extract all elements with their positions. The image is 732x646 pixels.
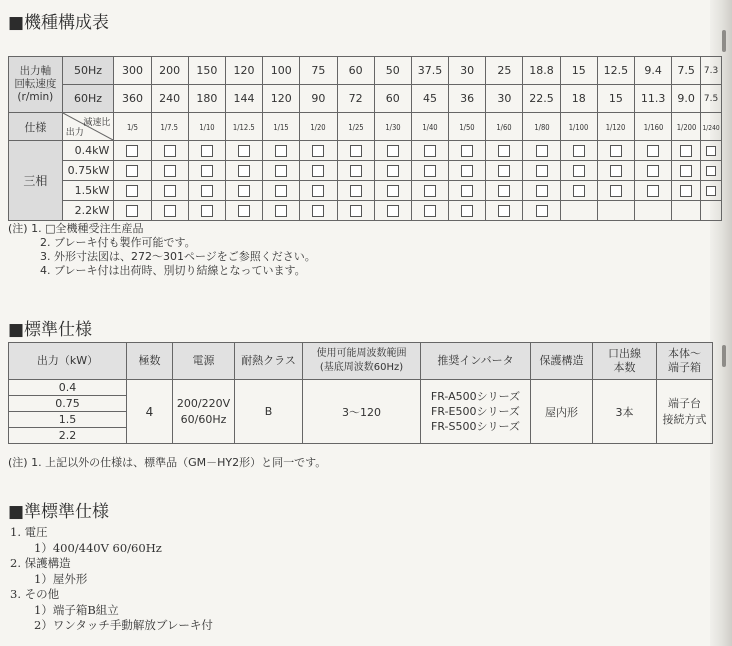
- terminal-cell: 端子台 接続方式: [657, 380, 713, 444]
- semi-standard-list: [8, 525, 213, 634]
- availability-cell: [560, 161, 597, 181]
- checkbox-icon: [164, 145, 176, 157]
- availability-cell: [449, 181, 486, 201]
- speed60-cell: 18: [560, 85, 597, 113]
- speed60-cell: 360: [114, 85, 151, 113]
- availability-cell: [263, 201, 300, 221]
- semi-standard-title: ■準標準仕様: [8, 502, 110, 522]
- checkbox-icon: [536, 145, 548, 157]
- checkbox-icon: [201, 205, 213, 217]
- ratio-cell: 1/10: [188, 113, 225, 141]
- availability-cell: [449, 161, 486, 181]
- spec-label: 仕様: [9, 113, 63, 141]
- checkbox-icon: [461, 145, 473, 157]
- checkbox-icon: [387, 185, 399, 197]
- speed60-cell: 180: [188, 85, 225, 113]
- checkbox-icon: [350, 205, 362, 217]
- checkbox-icon: [387, 165, 399, 177]
- availability-cell: [449, 201, 486, 221]
- col-output: 出力（kW）: [9, 343, 127, 380]
- checkbox-icon: [573, 185, 585, 197]
- checkbox-icon: [238, 145, 250, 157]
- output-cell: 2.2: [9, 428, 127, 444]
- checkbox-icon: [350, 185, 362, 197]
- speed60-cell: 15: [597, 85, 634, 113]
- speed50-cell: 60: [337, 57, 374, 85]
- speed50-cell: 30: [449, 57, 486, 85]
- availability-cell: [672, 161, 701, 181]
- speed-header: 出力軸 回転速度 (r/min): [9, 57, 63, 113]
- checkbox-icon: [275, 185, 287, 197]
- checkbox-icon: [350, 145, 362, 157]
- availability-cell: [300, 201, 337, 221]
- speed50-cell: 200: [151, 57, 188, 85]
- speed60-cell: 90: [300, 85, 337, 113]
- availability-cell: [337, 181, 374, 201]
- note-line: (注) 1. □全機種受注生産品: [8, 222, 144, 235]
- col-freq-range: 使用可能周波数範囲 (基底周波数60Hz): [303, 343, 421, 380]
- checkbox-icon: [647, 165, 659, 177]
- ratio-cell: 1/160: [635, 113, 672, 141]
- ratio-cell: 1/7.5: [151, 113, 188, 141]
- availability-cell: [411, 181, 448, 201]
- availability-cell: [151, 201, 188, 221]
- checkbox-icon: [706, 166, 716, 176]
- ratio-cell: 1/15: [263, 113, 300, 141]
- speed50-cell: 300: [114, 57, 151, 85]
- power-label: 0.75kW: [62, 161, 114, 181]
- checkbox-icon: [424, 185, 436, 197]
- availability-cell: [188, 201, 225, 221]
- availability-cell: [114, 161, 151, 181]
- binding-mark: [722, 345, 726, 367]
- checkbox-icon: [312, 205, 324, 217]
- list-item: 1）400/440V 60/60Hz: [34, 540, 162, 555]
- col-poles: 極数: [127, 343, 173, 380]
- availability-cell: [337, 141, 374, 161]
- speed60-cell: 72: [337, 85, 374, 113]
- checkbox-icon: [275, 205, 287, 217]
- ratio-cell: 1/30: [374, 113, 411, 141]
- list-item: 2）ワンタッチ手動解放ブレーキ付: [34, 618, 213, 632]
- availability-cell: [114, 141, 151, 161]
- standard-spec-table: [8, 342, 713, 444]
- speed50-cell: 15: [560, 57, 597, 85]
- availability-cell: [486, 141, 523, 161]
- note-line: 2. ブレーキ付も製作可能です。: [40, 236, 196, 249]
- checkbox-icon: [680, 185, 692, 197]
- speed60-cell: 22.5: [523, 85, 560, 113]
- checkbox-icon: [647, 145, 659, 157]
- checkbox-icon: [610, 145, 622, 157]
- standard-title: ■標準仕様: [8, 320, 93, 340]
- checkbox-icon: [312, 145, 324, 157]
- checkbox-icon: [201, 145, 213, 157]
- checkbox-icon: [126, 185, 138, 197]
- availability-cell: [635, 141, 672, 161]
- availability-cell: [597, 181, 634, 201]
- speed50-cell: 50: [374, 57, 411, 85]
- availability-cell: [701, 141, 722, 161]
- ratio-header: 減速比 出力: [62, 113, 114, 141]
- checkbox-icon: [424, 165, 436, 177]
- checkbox-icon: [706, 146, 716, 156]
- availability-cell: [114, 181, 151, 201]
- col-inverter: 推奨インバータ: [421, 343, 531, 380]
- availability-cell: [300, 181, 337, 201]
- checkbox-icon: [387, 145, 399, 157]
- output-cell: 0.4: [9, 380, 127, 396]
- availability-cell: [672, 141, 701, 161]
- speed60-cell: 30: [486, 85, 523, 113]
- availability-cell: [188, 141, 225, 161]
- freq-range-cell: 3～120: [303, 380, 421, 444]
- availability-cell: [597, 141, 634, 161]
- availability-cell: [188, 161, 225, 181]
- checkbox-icon: [536, 185, 548, 197]
- phase-label: 三相: [9, 141, 63, 221]
- checkbox-icon: [275, 145, 287, 157]
- availability-cell: [486, 161, 523, 181]
- col-protection: 保護構造: [531, 343, 593, 380]
- lineup-table: [8, 56, 722, 221]
- checkbox-icon: [424, 205, 436, 217]
- checkbox-icon: [387, 205, 399, 217]
- availability-cell: [300, 141, 337, 161]
- speed50-cell: 75: [300, 57, 337, 85]
- ratio-cell: 1/25: [337, 113, 374, 141]
- poles-cell: 4: [127, 380, 173, 444]
- checkbox-icon: [126, 205, 138, 217]
- availability-cell: [337, 161, 374, 181]
- speed50-cell: 7.5: [672, 57, 701, 85]
- availability-cell: [374, 141, 411, 161]
- list-item: 3. その他: [10, 587, 60, 601]
- ratio-cell: 1/20: [300, 113, 337, 141]
- availability-cell: [300, 161, 337, 181]
- checkbox-icon: [498, 165, 510, 177]
- checkbox-icon: [238, 165, 250, 177]
- checkbox-icon: [312, 165, 324, 177]
- binding-mark: [722, 30, 726, 52]
- ratio-cell: 1/100: [560, 113, 597, 141]
- ratio-cell: 1/60: [486, 113, 523, 141]
- speed60-cell: 120: [263, 85, 300, 113]
- speed60-cell: 7.5: [701, 85, 722, 113]
- checkbox-icon: [126, 145, 138, 157]
- availability-cell: [701, 161, 722, 181]
- availability-cell: [523, 141, 560, 161]
- speed50-cell: 150: [188, 57, 225, 85]
- availability-cell: [635, 181, 672, 201]
- availability-cell: [225, 161, 262, 181]
- note-line: 4. ブレーキ付は出荷時、別切り結線となっています。: [40, 264, 306, 277]
- speed50-cell: 25: [486, 57, 523, 85]
- checkbox-icon: [424, 145, 436, 157]
- checkbox-icon: [461, 185, 473, 197]
- availability-cell: [374, 161, 411, 181]
- availability-cell: [374, 181, 411, 201]
- availability-cell: [701, 201, 722, 221]
- ratio-cell: 1/200: [672, 113, 701, 141]
- ratio-cell: 1/5: [114, 113, 151, 141]
- availability-cell: [635, 161, 672, 181]
- availability-cell: [411, 201, 448, 221]
- checkbox-icon: [610, 185, 622, 197]
- ratio-cell: 1/50: [449, 113, 486, 141]
- checkbox-icon: [498, 205, 510, 217]
- checkbox-icon: [610, 165, 622, 177]
- availability-cell: [523, 181, 560, 201]
- checkbox-icon: [164, 165, 176, 177]
- checkbox-icon: [536, 165, 548, 177]
- checkbox-icon: [536, 205, 548, 217]
- availability-cell: [672, 201, 701, 221]
- output-cell: 0.75: [9, 396, 127, 412]
- availability-cell: [151, 141, 188, 161]
- availability-cell: [523, 201, 560, 221]
- checkbox-icon: [680, 145, 692, 157]
- availability-cell: [225, 201, 262, 221]
- availability-cell: [411, 161, 448, 181]
- speed50-cell: 9.4: [635, 57, 672, 85]
- inverter-cell: FR-A500シリーズ FR-E500シリーズ FR-S500シリーズ: [421, 380, 531, 444]
- insulation-cell: B: [235, 380, 303, 444]
- availability-cell: [701, 181, 722, 201]
- note-line: 3. 外形寸法図は、272～301ページをご参照ください。: [40, 250, 316, 263]
- availability-cell: [151, 161, 188, 181]
- standard-note: (注) 1. 上記以外の仕様は、標準品（GM－HY2形）と同一です。: [8, 456, 327, 469]
- checkbox-icon: [706, 186, 716, 196]
- availability-cell: [449, 141, 486, 161]
- availability-cell: [635, 201, 672, 221]
- speed60-cell: 11.3: [635, 85, 672, 113]
- checkbox-icon: [461, 205, 473, 217]
- availability-cell: [597, 161, 634, 181]
- checkbox-icon: [573, 165, 585, 177]
- list-item: 1. 電圧: [10, 525, 48, 539]
- speed60-cell: 144: [225, 85, 262, 113]
- checkbox-icon: [238, 185, 250, 197]
- leads-cell: 3本: [593, 380, 657, 444]
- ratio-cell: 1/120: [597, 113, 634, 141]
- availability-cell: [263, 181, 300, 201]
- availability-cell: [114, 201, 151, 221]
- list-item: 1）屋外形: [34, 571, 88, 586]
- availability-cell: [263, 161, 300, 181]
- checkbox-icon: [312, 185, 324, 197]
- checkbox-icon: [498, 145, 510, 157]
- lineup-notes: [8, 222, 316, 278]
- speed50-cell: 120: [225, 57, 262, 85]
- list-item: 1）端子箱B組立: [34, 602, 119, 617]
- col-insulation: 耐熱クラス: [235, 343, 303, 380]
- checkbox-icon: [647, 185, 659, 197]
- ratio-cell: 1/240: [701, 113, 722, 141]
- list-item: 2. 保護構造: [10, 556, 71, 570]
- protection-cell: 屋内形: [531, 380, 593, 444]
- availability-cell: [597, 201, 634, 221]
- power-label: 1.5kW: [62, 181, 114, 201]
- speed60-cell: 45: [411, 85, 448, 113]
- output-cell: 1.5: [9, 412, 127, 428]
- availability-cell: [374, 201, 411, 221]
- availability-cell: [225, 141, 262, 161]
- availability-cell: [337, 201, 374, 221]
- checkbox-icon: [126, 165, 138, 177]
- power-label: 2.2kW: [62, 201, 114, 221]
- checkbox-icon: [201, 165, 213, 177]
- availability-cell: [560, 201, 597, 221]
- hz60-label: 60Hz: [62, 85, 114, 113]
- checkbox-icon: [164, 205, 176, 217]
- ratio-cell: 1/12.5: [225, 113, 262, 141]
- ratio-cell: 1/80: [523, 113, 560, 141]
- checkbox-icon: [498, 185, 510, 197]
- col-leads: 口出線 本数: [593, 343, 657, 380]
- speed50-cell: 37.5: [411, 57, 448, 85]
- checkbox-icon: [573, 145, 585, 157]
- availability-cell: [523, 161, 560, 181]
- speed60-cell: 9.0: [672, 85, 701, 113]
- checkbox-icon: [461, 165, 473, 177]
- col-terminal: 本体～ 端子箱: [657, 343, 713, 380]
- checkbox-icon: [201, 185, 213, 197]
- col-power: 電源: [173, 343, 235, 380]
- hz50-label: 50Hz: [62, 57, 114, 85]
- availability-cell: [411, 141, 448, 161]
- ratio-cell: 1/40: [411, 113, 448, 141]
- availability-cell: [486, 201, 523, 221]
- checkbox-icon: [238, 205, 250, 217]
- speed60-cell: 36: [449, 85, 486, 113]
- availability-cell: [225, 181, 262, 201]
- availability-cell: [560, 141, 597, 161]
- speed60-cell: 240: [151, 85, 188, 113]
- speed50-cell: 12.5: [597, 57, 634, 85]
- power-label: 0.4kW: [62, 141, 114, 161]
- availability-cell: [263, 141, 300, 161]
- availability-cell: [151, 181, 188, 201]
- speed50-cell: 7.3: [701, 57, 722, 85]
- availability-cell: [486, 181, 523, 201]
- availability-cell: [672, 181, 701, 201]
- speed50-cell: 18.8: [523, 57, 560, 85]
- checkbox-icon: [275, 165, 287, 177]
- checkbox-icon: [350, 165, 362, 177]
- lineup-title: ■機種構成表: [8, 13, 110, 33]
- power-cell: 200/220V 60/60Hz: [173, 380, 235, 444]
- availability-cell: [560, 181, 597, 201]
- availability-cell: [188, 181, 225, 201]
- checkbox-icon: [680, 165, 692, 177]
- speed50-cell: 100: [263, 57, 300, 85]
- checkbox-icon: [164, 185, 176, 197]
- speed60-cell: 60: [374, 85, 411, 113]
